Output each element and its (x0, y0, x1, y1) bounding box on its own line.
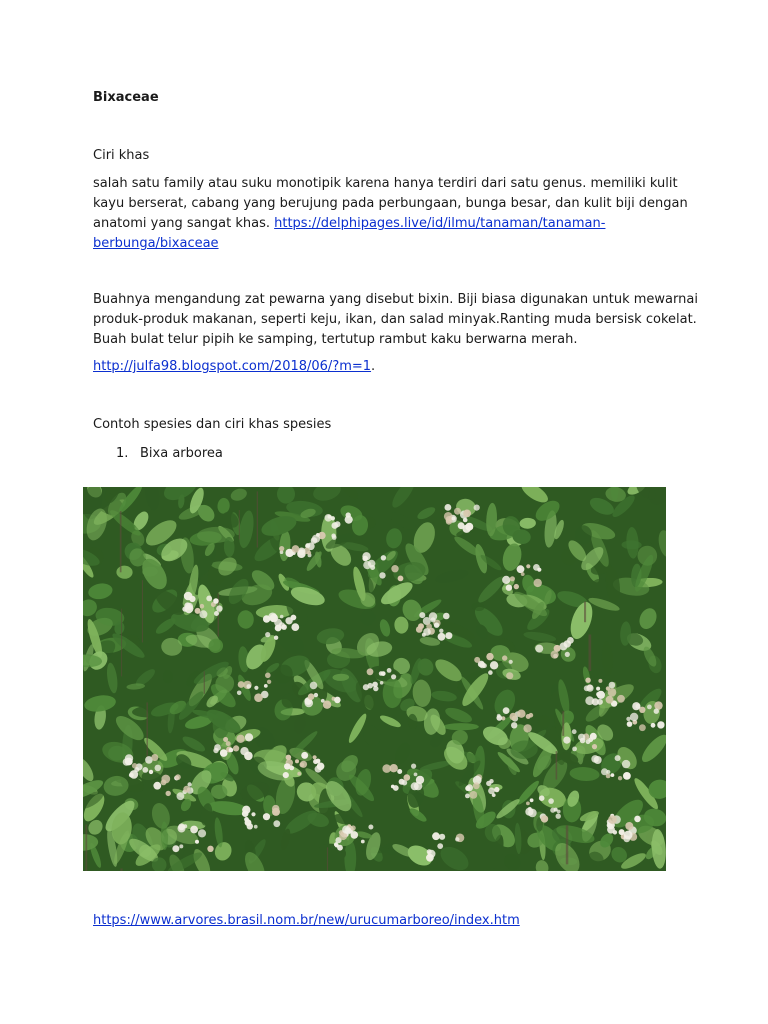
flower-shape (254, 693, 263, 702)
flower-shape (380, 681, 384, 685)
flower-shape (283, 772, 289, 778)
flower-shape (177, 792, 185, 800)
branch-shape (147, 702, 148, 758)
flower-shape (342, 826, 350, 834)
flower-shape (489, 779, 493, 783)
flower-shape (523, 724, 531, 732)
punctuation: . (371, 359, 376, 374)
branch-shape (121, 609, 122, 677)
flower-shape (622, 760, 630, 768)
branch-shape (257, 491, 258, 547)
flower-shape (175, 774, 181, 780)
flower-shape (184, 592, 193, 601)
flower-shape (445, 504, 452, 511)
flower-shape (548, 798, 554, 804)
flower-shape (172, 845, 179, 852)
flower-shape (307, 551, 311, 555)
flower-shape (517, 710, 525, 718)
flower-shape (236, 735, 244, 743)
flower-shape (372, 682, 378, 688)
flower-shape (565, 652, 570, 657)
flower-shape (185, 604, 194, 613)
flower-shape (206, 596, 212, 602)
flower-shape (280, 615, 284, 619)
flower-shape (503, 707, 510, 714)
bixa-arborea-photo (83, 487, 666, 871)
flower-shape (490, 661, 498, 669)
flower-shape (634, 816, 641, 823)
paragraph-line: kayu berserat, cabang yang berujung pada perbungaan, bunga besar, dan kulit biji dengan (93, 196, 688, 211)
flower-shape (525, 808, 533, 816)
flower-shape (539, 795, 545, 801)
flower-shape (511, 722, 517, 728)
flower-shape (337, 845, 343, 851)
flower-shape (521, 572, 525, 576)
flower-shape (494, 787, 499, 792)
flower-shape (237, 691, 242, 696)
paragraph-line (93, 214, 688, 234)
flower-shape (597, 691, 605, 699)
flower-shape (452, 517, 456, 521)
flower-shape (639, 724, 646, 731)
flower-shape (183, 824, 187, 828)
flower-shape (598, 679, 602, 683)
flower-shape (264, 684, 268, 688)
flower-shape (155, 765, 162, 772)
flower-shape (465, 510, 469, 514)
flower-shape (351, 831, 359, 839)
flower-shape (361, 840, 365, 844)
flower-shape (465, 523, 473, 531)
flower-shape (651, 723, 656, 728)
flower-shape (514, 584, 519, 589)
branch-shape (584, 602, 586, 623)
flower-shape (572, 747, 577, 752)
flower-shape (267, 680, 271, 684)
flower-shape (198, 829, 206, 837)
flower-shape (556, 814, 561, 819)
flower-shape (310, 682, 318, 690)
reference-link-delphipages[interactable]: https://delphipages.live/id/ilmu/tanaman/tanaman- (274, 216, 606, 231)
flower-shape (125, 754, 133, 762)
flower-shape (601, 768, 608, 775)
section-heading-species: Contoh spesies dan ciri khas spesies (93, 417, 332, 432)
flower-shape (492, 793, 496, 797)
flower-shape (594, 756, 602, 764)
flower-shape (541, 815, 548, 822)
flower-shape (426, 854, 434, 862)
flower-shape (423, 628, 431, 636)
flower-shape (273, 820, 280, 827)
flower-shape (268, 613, 277, 622)
branch-shape (327, 847, 328, 871)
branch-shape (120, 511, 122, 572)
flower-shape (434, 623, 439, 628)
flower-shape (502, 576, 510, 584)
flower-shape (279, 546, 284, 551)
flower-shape (414, 773, 418, 777)
reference-line-blogspot (93, 357, 375, 377)
flower-shape (404, 774, 411, 781)
flower-shape (588, 737, 593, 742)
flower-shape (615, 755, 621, 761)
branch-shape (589, 635, 592, 672)
flower-shape (398, 576, 404, 582)
flower-shape (214, 611, 219, 616)
flower-shape (331, 534, 335, 538)
flower-shape (315, 766, 322, 773)
flower-shape (291, 615, 297, 621)
flower-shape (446, 516, 453, 523)
flower-shape (289, 766, 294, 771)
flower-shape (153, 782, 161, 790)
flower-shape (654, 709, 659, 714)
flower-shape (195, 840, 199, 844)
flower-shape (557, 810, 561, 814)
flower-shape (308, 693, 315, 700)
flower-shape (213, 598, 219, 604)
flower-shape (470, 791, 478, 799)
flower-shape (161, 775, 170, 784)
branch-shape (120, 869, 122, 872)
flower-shape (379, 572, 385, 578)
section-heading-ciri-khas: Ciri khas (93, 148, 150, 163)
flower-shape (134, 767, 139, 772)
flower-shape (254, 825, 258, 829)
flower-shape (592, 744, 597, 749)
flower-shape (606, 696, 614, 704)
paragraph-line: Buah bulat telur pipih ke samping, tertutup rambut kaku berwarna merah. (93, 332, 578, 347)
flower-shape (300, 761, 307, 768)
flower-shape (297, 772, 301, 776)
flower-shape (526, 714, 531, 719)
flower-shape (223, 737, 228, 742)
flower-shape (596, 687, 600, 691)
flower-shape (292, 545, 300, 553)
flower-shape (608, 815, 617, 824)
list-text: Bixa arborea (140, 446, 223, 461)
leaf-shape (443, 723, 478, 730)
reference-link-delphipages-continued[interactable]: berbunga/bixaceae (93, 236, 219, 251)
flower-shape (313, 755, 317, 759)
flower-shape (265, 632, 270, 637)
branch-shape (204, 671, 205, 694)
flower-shape (526, 564, 530, 568)
flower-shape (437, 843, 443, 849)
flower-shape (585, 696, 594, 705)
flower-shape (397, 769, 402, 774)
flower-shape (438, 633, 446, 641)
flower-shape (245, 733, 253, 741)
foliage-image (83, 487, 666, 871)
branch-shape (556, 751, 558, 780)
flower-shape (534, 579, 542, 587)
flower-shape (242, 806, 250, 814)
flower-shape (416, 626, 423, 633)
flower-shape (345, 516, 353, 524)
flower-shape (496, 715, 502, 721)
flower-shape (166, 791, 171, 796)
flower-shape (411, 764, 416, 769)
flower-shape (510, 713, 517, 720)
document-title: Bixaceae (93, 90, 159, 105)
flower-shape (291, 623, 299, 631)
flower-shape (390, 764, 398, 772)
flower-shape (216, 605, 222, 611)
paragraph-line: salah satu family atau suku monotipik karena hanya terdiri dari satu genus. memiliki kulit (93, 176, 678, 191)
flower-shape (506, 672, 513, 679)
flower-shape (473, 782, 480, 789)
flower-shape (510, 576, 515, 581)
flower-shape (179, 844, 183, 848)
flower-shape (509, 660, 513, 664)
flower-shape (391, 785, 395, 789)
flower-shape (142, 767, 148, 773)
flower-shape (213, 748, 218, 753)
flower-shape (443, 613, 450, 620)
flower-shape (367, 668, 374, 675)
flower-shape (367, 683, 373, 689)
flower-shape (502, 655, 507, 660)
flower-shape (220, 749, 228, 757)
flower-shape (619, 829, 625, 835)
flower-shape (149, 770, 153, 774)
flower-shape (632, 702, 640, 710)
flower-shape (465, 794, 470, 799)
flower-shape (445, 632, 452, 639)
branch-shape (142, 580, 143, 642)
flower-shape (381, 555, 386, 560)
flower-shape (431, 617, 436, 622)
flower-shape (657, 721, 664, 728)
flower-shape (624, 831, 633, 840)
flower-shape (368, 825, 373, 830)
flower-shape (312, 535, 320, 543)
flower-shape (302, 753, 307, 758)
flower-shape (207, 846, 213, 852)
flower-shape (351, 825, 356, 830)
flower-shape (381, 671, 386, 676)
flower-shape (362, 552, 370, 560)
flower-shape (387, 668, 392, 673)
flower-shape (625, 822, 633, 830)
flower-shape (585, 678, 590, 683)
flower-shape (183, 786, 190, 793)
flower-shape (187, 782, 191, 786)
flower-shape (567, 637, 574, 644)
reference-link-blogspot[interactable]: http://julfa98.blogspot.com/2018/06/?m=1 (93, 359, 372, 374)
flower-shape (229, 748, 234, 753)
flower-shape (391, 565, 398, 572)
flower-shape (200, 604, 205, 609)
flower-shape (526, 802, 530, 806)
flower-shape (611, 773, 615, 777)
branch-shape (566, 825, 569, 864)
flower-shape (334, 697, 341, 704)
flower-shape (272, 805, 280, 813)
flower-shape (251, 812, 255, 816)
flower-shape (254, 686, 258, 690)
paragraph-characteristics (93, 174, 688, 254)
flower-shape (323, 701, 331, 709)
paragraph-text: anatomi yang sangat khas. (93, 216, 275, 231)
flower-shape (265, 673, 271, 679)
flower-shape (572, 729, 577, 734)
flower-shape (295, 759, 299, 763)
flower-shape (488, 670, 493, 675)
flower-shape (474, 657, 480, 663)
flower-shape (247, 823, 253, 829)
paragraph-line (93, 234, 688, 254)
flower-shape (563, 737, 570, 744)
flower-shape (411, 782, 419, 790)
flower-shape (551, 651, 559, 659)
flower-shape (530, 798, 534, 802)
list-number: 1. (116, 446, 129, 461)
flower-shape (419, 612, 425, 618)
paragraph-line: produk-produk makanan, seperti keju, ikan, dan salad minyak.Ranting muda bersisk cokelat. (93, 312, 697, 327)
flower-shape (647, 705, 652, 710)
flower-shape (281, 624, 287, 630)
flower-shape (199, 610, 207, 618)
flower-shape (244, 752, 253, 761)
flower-shape (482, 663, 487, 668)
flower-shape (439, 834, 445, 840)
flower-shape (233, 745, 239, 751)
branch-shape (562, 711, 564, 736)
flower-shape (432, 832, 440, 840)
flower-shape (608, 688, 617, 697)
flower-shape (332, 522, 339, 529)
paragraph-fruit (93, 290, 698, 350)
flower-shape (151, 754, 158, 761)
list-item (116, 444, 223, 464)
flower-shape (506, 585, 512, 591)
flower-shape (535, 645, 543, 653)
flower-shape (580, 738, 586, 744)
flower-shape (334, 842, 338, 846)
flower-shape (474, 505, 480, 511)
flower-shape (454, 508, 461, 515)
flower-shape (517, 565, 525, 573)
paragraph-line: Buahnya mengandung zat pewarna yang disebut bixin. Biji biasa digunakan untuk mewarnai (93, 292, 698, 307)
flower-shape (627, 721, 633, 727)
flower-shape (597, 699, 603, 705)
flower-shape (486, 653, 493, 660)
flower-shape (455, 837, 459, 841)
flower-shape (274, 636, 278, 640)
flower-shape (263, 813, 270, 820)
flower-shape (368, 560, 376, 568)
reference-line-arvores (93, 911, 520, 931)
flower-shape (630, 713, 638, 721)
flower-shape (190, 826, 198, 834)
flower-shape (439, 629, 443, 633)
branch-shape (239, 510, 240, 539)
reference-link-arvores[interactable]: https://www.arvores.brasil.nom.br/new/urucumarboreo/index.htm (93, 913, 520, 928)
flower-shape (313, 759, 318, 764)
flower-shape (537, 568, 541, 572)
flower-shape (623, 772, 631, 780)
flower-shape (247, 684, 252, 689)
flower-shape (466, 784, 473, 791)
flower-shape (617, 695, 625, 703)
flower-shape (618, 776, 622, 780)
flower-shape (608, 823, 613, 828)
flower-shape (328, 515, 332, 519)
flower-shape (654, 701, 662, 709)
flower-shape (391, 674, 396, 679)
branch-shape (86, 825, 88, 871)
flower-shape (586, 685, 593, 692)
flower-shape (416, 776, 424, 784)
flower-shape (331, 516, 335, 520)
